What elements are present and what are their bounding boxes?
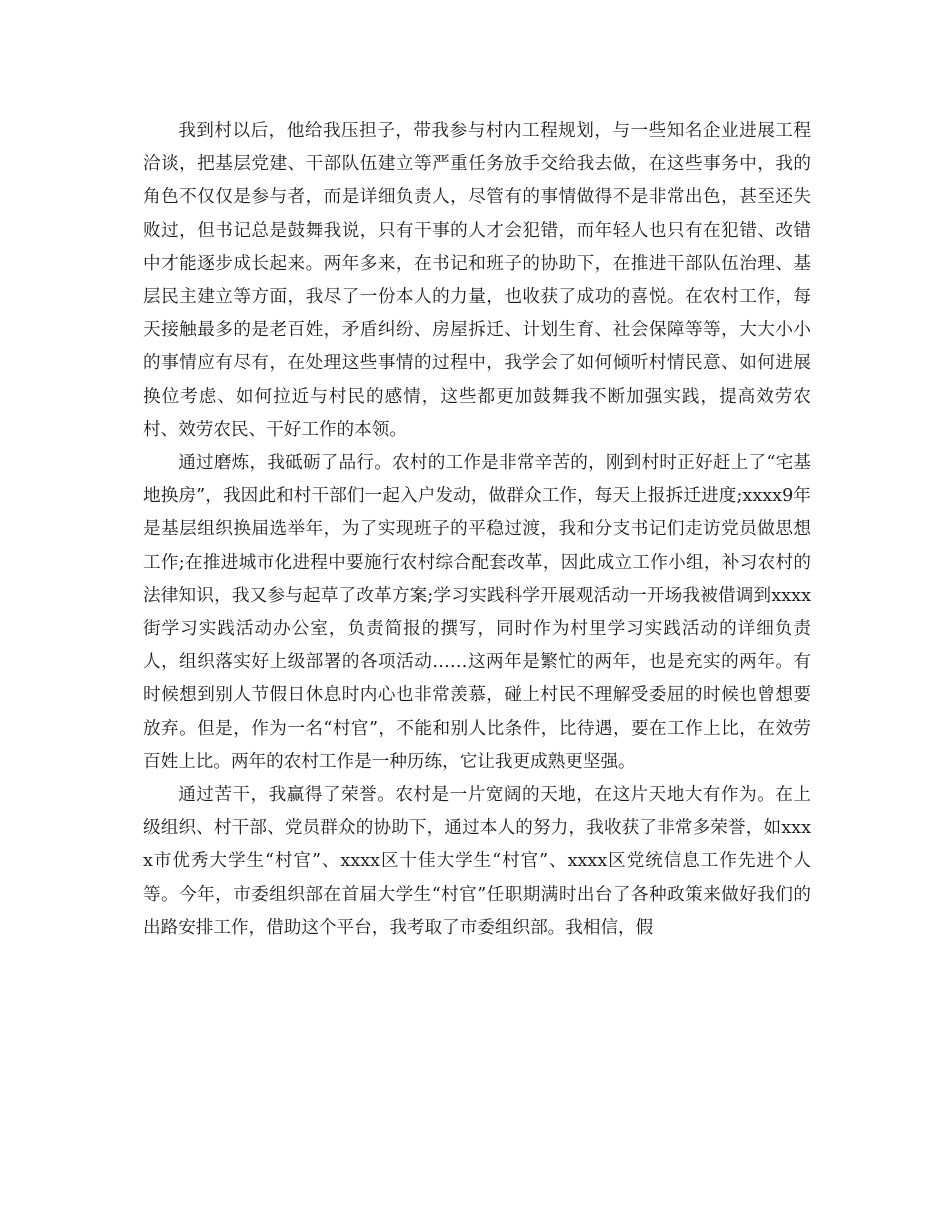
paragraph-1: 我到村以后，他给我压担子，带我参与村内工程规划，与一些知名企业进展工程洽谈，把基层党建、干部队伍建立等严重任务放手交给我去做，在这些事务中，我的角色不仅仅是参与者，而是详细负责人，尽管有的事情做得不是非常出色，甚至还失败过，但书记总是鼓舞我说，只有干事的人才会犯错，而年轻人也只有在犯错、改错中才能逐步成长起来。两年多来，在书记和班子的协助下，在推进干部队伍治理、基层民主建立等方面，我尽了一份本人的力量，也收获了成功的喜悦。在农村工作，每天接触最多的是老百姓，矛盾纠纷、房屋拆迁、计划生育、社会保障等等，大大小小的事情应有尽有，在处理这些事情的过程中，我学会了如何倾听村情民意、如何进展换位考虑、如何拉近与村民的感情，这些都更加鼓舞我不断加强实践，提高效劳农村、效劳农民、干好工作的本领。 — [143, 121, 811, 440]
paragraph-2: 通过磨炼，我砥砺了品行。农村的工作是非常辛苦的，刚到村时正好赶上了“宅基地换房”，我因此和村干部们一起入户发动，做群众工作，每天上报拆迁进度;xxxx9年是基层组织换届选举年，为了实现班子的平稳过渡，我和分支书记们走访党员做思想工作;在推进城市化进程中要施行农村综合配套改革，因此成立工作小组，补习农村的法律知识，我又参与起草了改革方案;学习实践科学开展观活动一开场我被借调到xxxx街学习实践活动办公室，负责简报的撰写，同时作为村里学习实践活动的详细负责人，组织落实好上级部署的各项活动……这两年是繁忙的两年，也是充实的两年。有时候想到别人节假日休息时内心也非常羡慕，碰上村民不理解受委屈的时候也曾想要放弃。但是，作为一名“村官”，不能和别人比条件，比待遇，要在工作上比，在效劳百姓上比。两年的农村工作是一种历练，它让我更成熟更坚强。 — [143, 453, 811, 772]
paragraph-3: 通过苦干，我赢得了荣誉。农村是一片宽阔的天地，在这片天地大有作为。在上级组织、村干部、党员群众的协助下，通过本人的努力，我收获了非常多荣誉，如xxxx市优秀大学生“村官”、xxxx区十佳大学生“村官”、xxxx区党统信息工作先进个人等。今年，市委组织部在首届大学生“村官”任职期满时出台了各种政策来做好我们的出路安排工作，借助这个平台，我考取了市委组织部。我相信，假 — [143, 785, 811, 938]
document-body — [143, 115, 811, 945]
